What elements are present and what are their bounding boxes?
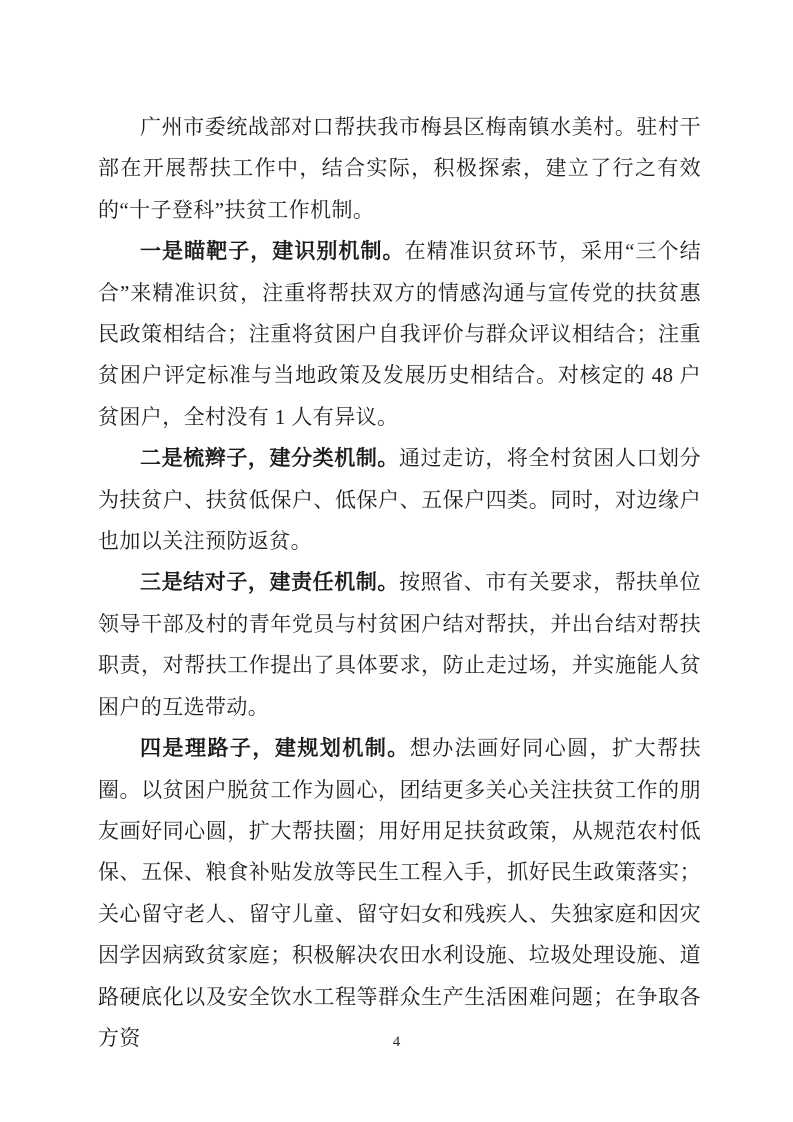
paragraph-body: 通过走访，将全村贫困人口划分为扶贫户、扶贫低保户、低保户、五保户四类。同时，对边缘户也加以关注预防返贫。: [98, 446, 701, 554]
paragraph: [98, 562, 701, 728]
page-number: 4: [392, 1034, 401, 1050]
paragraph-body: 想办法画好同心圆，扩大帮扶圈。以贫困户脱贫工作为圆心，团结更多关心关注扶贫工作的朋友画好同心圆，扩大帮扶圈；用好用足扶贫政策，从规范农村低保、五保、粮食补贴发放等民生工程入手，抓好民生政策落实；关心留守老人、留守儿童、留守妇女和残疾人、失独家庭和因灾因学因病致贫家庭；积极解决农田水利设施、垃圾处理设施、道路硬底化以及安全饮水工程等群众生产生活困难问题；在争取各方资: [98, 736, 701, 1050]
paragraph: [98, 728, 701, 1059]
paragraph-lead: 四是理路子，建规划机制。: [140, 736, 410, 761]
document-content: [98, 107, 701, 1059]
paragraph-lead: 二是梳辫子，建分类机制。: [140, 446, 399, 471]
paragraph-body: 广州市委统战部对口帮扶我市梅县区梅南镇水美村。驻村干部在开展帮扶工作中，结合实际，积极探索，建立了行之有效的“十子登科”扶贫工作机制。: [98, 115, 701, 222]
paragraph: [98, 231, 701, 438]
page-footer: [0, 1033, 793, 1051]
paragraph-lead: 一是瞄靶子，建识别机制。: [140, 239, 405, 264]
paragraph-body: 按照省、市有关要求，帮扶单位领导干部及村的青年党员与村贫困户结对帮扶，并出台结对帮扶职责，对帮扶工作提出了具体要求，防止走过场，并实施能人贫困户的互选带动。: [98, 570, 701, 719]
paragraph: [98, 107, 701, 231]
paragraph-body: 在精准识贫环节，采用“三个结合”来精准识贫，注重将帮扶双方的情感沟通与宣传党的扶贫惠民政策相结合；注重将贫困户自我评价与群众评议相结合；注重贫困户评定标准与当地政策及发展历史相结合。对核定的 48 户贫困户，全村没有 1 人有异议。: [98, 239, 701, 429]
paragraph-lead: 三是结对子，建责任机制。: [140, 570, 399, 595]
paragraph: [98, 438, 701, 562]
